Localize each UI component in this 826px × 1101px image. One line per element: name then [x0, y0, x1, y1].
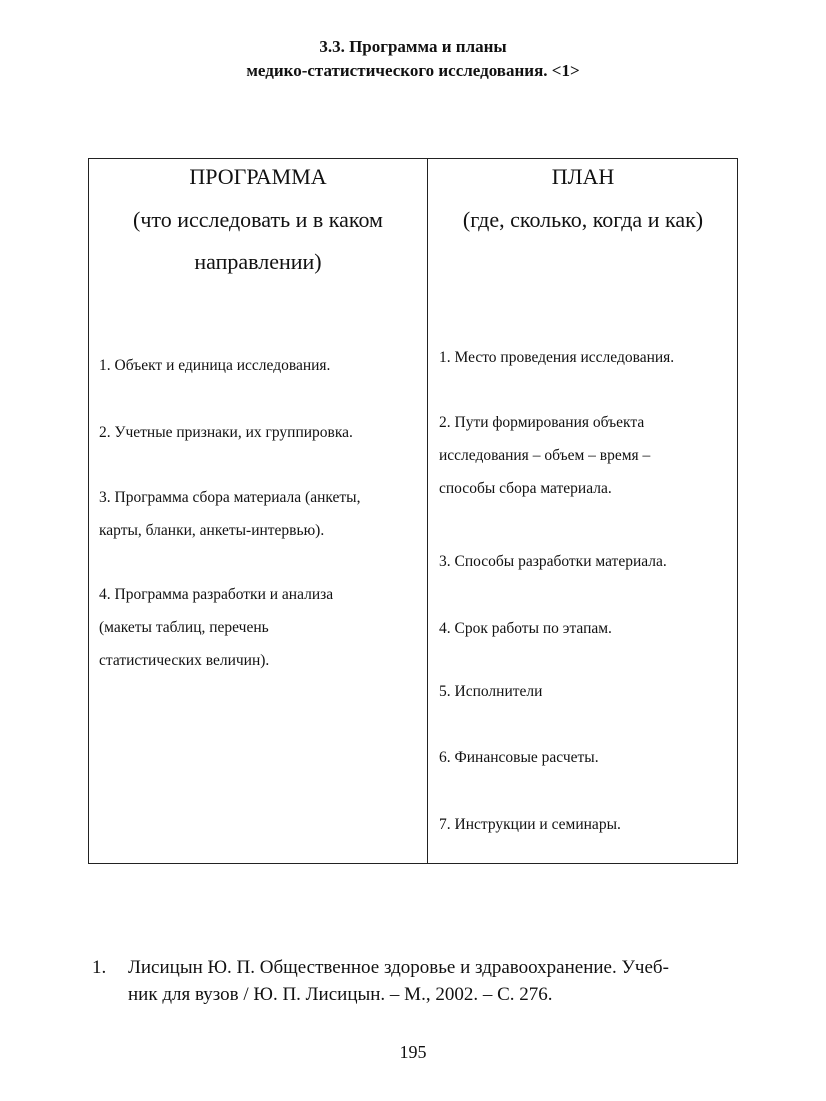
- footnote-text-line2: ник для вузов / Ю. П. Лисицын. – М., 2002. – С. 276.: [128, 984, 553, 1005]
- program-column: [89, 159, 427, 863]
- plan-column: [429, 159, 737, 863]
- program-item-4-line2: (макеты таблиц, перечень: [99, 619, 269, 636]
- program-item-2: 2. Учетные признаки, их группировка.: [99, 424, 353, 441]
- column-divider: [427, 158, 428, 864]
- program-subtitle-line1: (что исследовать и в каком: [133, 207, 383, 232]
- program-heading: ПРОГРАММА: [189, 164, 327, 189]
- plan-heading: ПЛАН: [551, 164, 615, 189]
- plan-item-1: 1. Место проведения исследования.: [439, 349, 675, 366]
- footnote-text-line1: Лисицын Ю. П. Общественное здоровье и здравоохранение. Учеб-: [128, 957, 669, 978]
- program-plan-table: [88, 158, 738, 864]
- program-item-4-line1: 4. Программа разработки и анализа: [99, 586, 334, 603]
- plan-item-7: 7. Инструкции и семинары.: [439, 816, 621, 833]
- section-title-line2: медико-статистического исследования. <1>: [246, 61, 580, 80]
- program-item-1: 1. Объект и единица исследования.: [99, 357, 331, 374]
- page-number: 195: [399, 1042, 427, 1062]
- plan-subtitle: (где, сколько, когда и как): [462, 207, 704, 232]
- plan-item-6: 6. Финансовые расчеты.: [439, 749, 599, 766]
- section-title-line1: 3.3. Программа и планы: [319, 37, 507, 56]
- plan-item-5: 5. Исполнители: [439, 683, 543, 700]
- footnote-number: 1.: [92, 957, 107, 978]
- plan-item-4: 4. Срок работы по этапам.: [439, 620, 612, 637]
- plan-item-2-line1: 2. Пути формирования объекта: [439, 414, 645, 431]
- program-subtitle-line2: направлении): [194, 249, 322, 274]
- program-item-3-line1: 3. Программа сбора материала (анкеты,: [99, 489, 361, 506]
- plan-item-2-line2: исследования – объем – время –: [439, 447, 651, 464]
- plan-item-2-line3: способы сбора материала.: [439, 480, 612, 497]
- plan-item-3: 3. Способы разработки материала.: [439, 553, 667, 570]
- program-item-3-line2: карты, бланки, анкеты-интервью).: [99, 522, 325, 539]
- program-item-4-line3: статистических величин).: [99, 652, 270, 669]
